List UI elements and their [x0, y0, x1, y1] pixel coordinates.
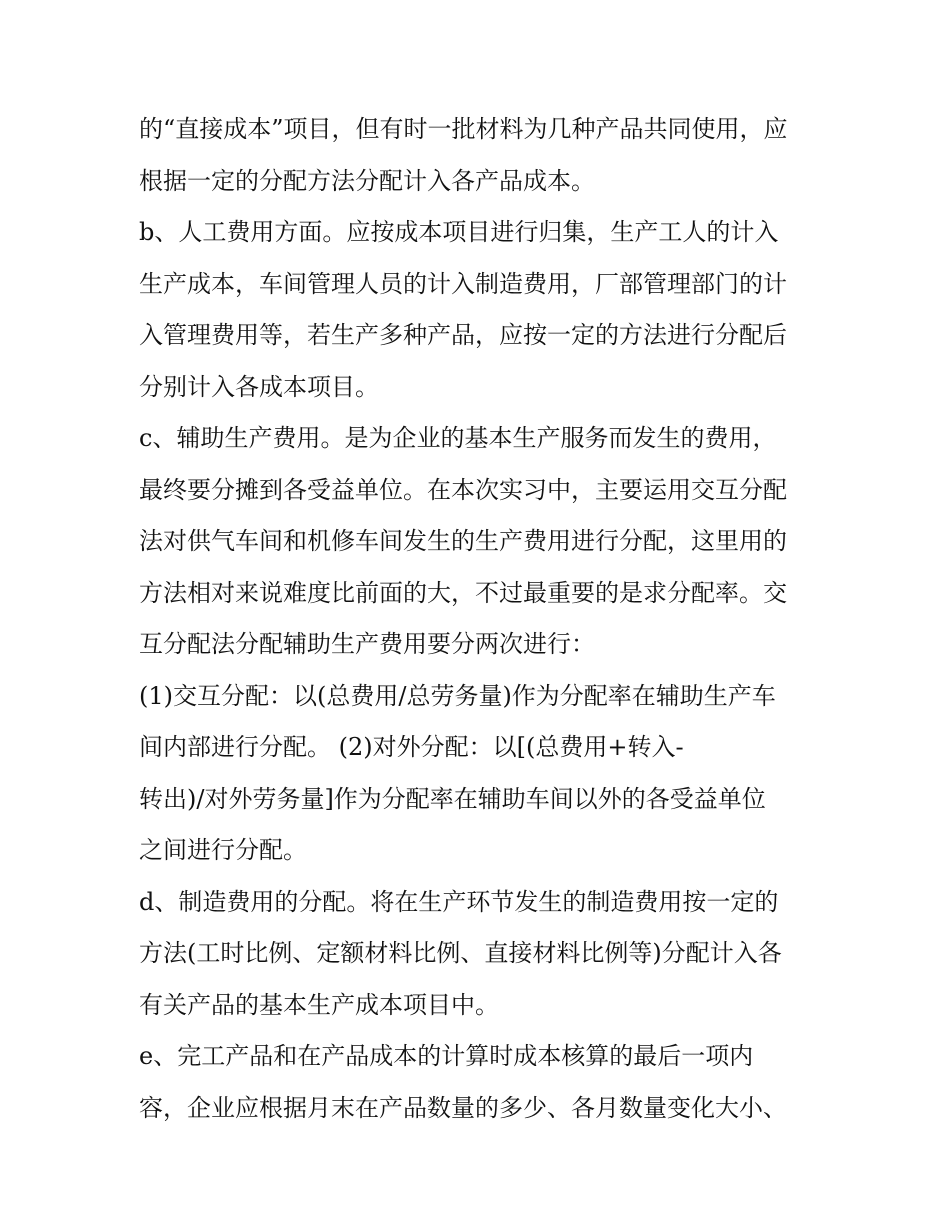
text-line: d、制造费用的分配。将在生产环节发生的制造费用按一定的 — [139, 887, 779, 916]
text-line: 互分配法分配辅助生产费用要分两次进行： — [139, 630, 595, 658]
text-line: 之间进行分配。 — [139, 836, 307, 864]
text-line: 方法(工时比例、定额材料比例、直接材料比例等)分配计入各 — [139, 939, 782, 967]
text-line: 转出)/对外劳务量]作为分配率在辅助车间以外的各受益单位 — [139, 784, 766, 813]
text-line: b、人工费用方面。应按成本项目进行归集，生产工人的计入 — [139, 218, 779, 246]
text-line: 容，企业应根据月末在产品数量的多少、各月数量变化大小、 — [139, 1093, 787, 1122]
text-line: 间内部进行分配。 (2)对外分配：以[(总费用+转入- — [139, 733, 684, 761]
text-line: e、完工产品和在产品成本的计算时成本核算的最后一项内 — [139, 1042, 754, 1070]
text-line: 方法相对来说难度比前面的大，不过最重要的是求分配率。交 — [139, 578, 787, 607]
text-line: 的“直接成本”项目，但有时一批材料为几种产品共同使用，应 — [139, 115, 788, 143]
text-line: 根据一定的分配方法分配计入各产品成本。 — [139, 166, 595, 195]
text-line: 法对供气车间和机修车间发生的生产费用进行分配，这里用的 — [139, 527, 787, 555]
text-line: 入管理费用等，若生产多种产品，应按一定的方法进行分配后 — [139, 321, 787, 349]
text-line: 有关产品的基本生产成本项目中。 — [139, 990, 499, 1019]
text-line: 最终要分摊到各受益单位。在本次实习中，主要运用交互分配 — [139, 475, 787, 504]
body-text — [139, 104, 829, 1134]
text-line: 生产成本，车间管理人员的计入制造费用，厂部管理部门的计 — [139, 269, 787, 298]
text-line: (1)交互分配：以(总费用/总劳务量)作为分配率在辅助生产车 — [139, 681, 776, 710]
text-line: 分别计入各成本项目。 — [139, 372, 379, 401]
text-line: c、辅助生产费用。是为企业的基本生产服务而发生的费用， — [139, 424, 777, 452]
